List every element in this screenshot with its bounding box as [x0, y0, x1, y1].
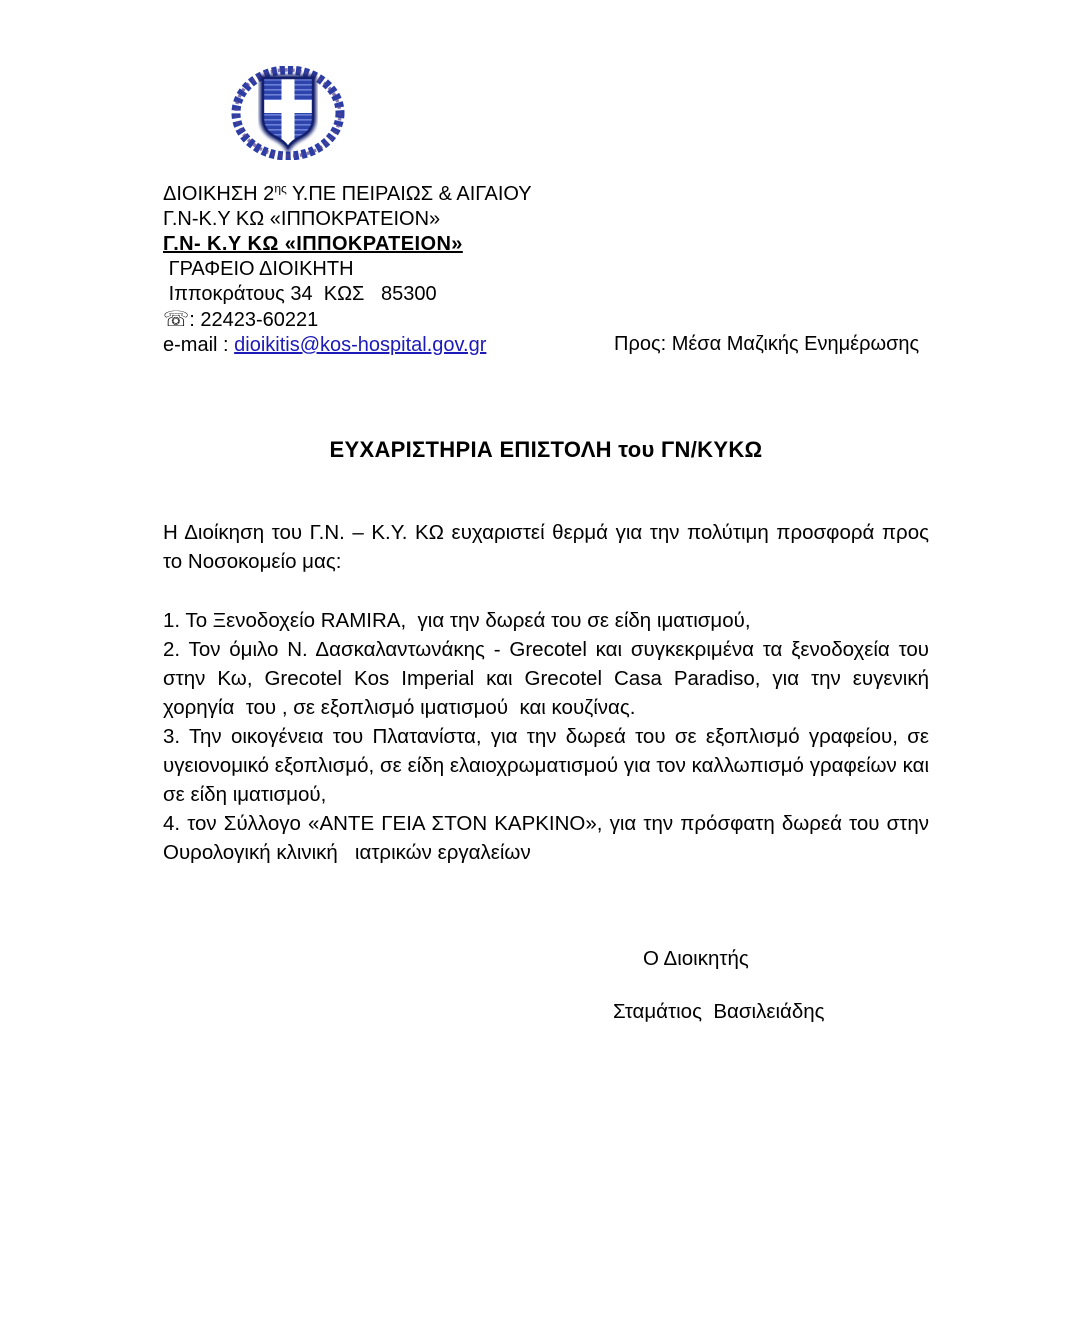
phone-line	[163, 307, 723, 333]
email-link[interactable]: dioikitis@kos-hospital.gov.gr	[234, 334, 487, 356]
recipient-line: Προς: Μέσα Μαζικής Ενημέρωσης	[614, 333, 920, 355]
donor-list	[163, 606, 929, 867]
list-item-line: χορηγία του , σε εξοπλισμό ιματισμού και κουζίνας.	[163, 696, 636, 719]
list-item-line: Ουρολογική κλινική ιατρικών εργαλείων	[163, 841, 531, 864]
org-line-3: Γ.Ν- Κ.Υ ΚΩ «ΙΠΠΟΚΡΑΤΕΙΟΝ»	[163, 233, 463, 255]
list-item-line: υγειονομικό εξοπλισμό, σε είδη ελαιοχρωματισμού για τον καλλωπισμό γραφείων και	[163, 754, 929, 777]
list-item	[163, 635, 929, 722]
org-line-2: Γ.Ν-Κ.Υ ΚΩ «ΙΠΠΟΚΡΑΤΕΙΟΝ»	[163, 208, 441, 230]
address-line: Ιπποκράτους 34 ΚΩΣ 85300	[163, 283, 437, 305]
signature-name: Σταμάτιος Βασιλειάδης	[613, 1000, 825, 1023]
list-item	[163, 606, 929, 635]
org-line-1-prefix: ΔΙΟΙΚΗΣΗ 2	[163, 183, 275, 205]
list-item-line: 3. Την οικογένεια του Πλατανίστα, για την δωρεά του σε εξοπλισμό γραφείου, σε	[163, 725, 929, 748]
list-item-line: 2. Τον όμιλο Ν. Δασκαλαντωνάκης - Grecotel και συγκεκριμένα τα ξενοδοχεία του	[163, 638, 929, 661]
intro-line: Η Διοίκηση του Γ.Ν. – Κ.Υ. ΚΩ ευχαριστεί θερμά για την πολύτιμη προσφορά προς	[163, 521, 929, 544]
intro-line: το Νοσοκομείο μας:	[163, 550, 342, 573]
telephone-icon: ☏	[163, 307, 190, 331]
signature-role: Ο Διοικητής	[643, 947, 749, 970]
list-item-line: στην Κω, Grecotel Kos Imperial και Grecotel Casa Paradiso, για την ευγενική	[163, 667, 929, 690]
office-line: ΓΡΑΦΕΙΟ ΔΙΟΙΚΗΤΗ	[163, 258, 354, 280]
phone-number: : 22423-60221	[189, 309, 319, 331]
list-item	[163, 722, 929, 809]
greek-national-emblem-icon	[231, 66, 345, 160]
letterhead	[163, 182, 723, 358]
org-line-1	[163, 182, 723, 207]
email-label: e-mail :	[163, 334, 235, 356]
letter-title: ΕΥΧΑΡΙΣΤΗΡΙΑ ΕΠΙΣΤΟΛΗ του ΓΝ/ΚΥΚΩ	[329, 437, 763, 462]
org-line-1-suffix: Υ.ΠΕ ΠΕΙΡΑΙΩΣ & ΑΙΓΑΙΟΥ	[286, 183, 532, 205]
list-item-line: σε είδη ιματισμού,	[163, 783, 327, 806]
org-line-1-superscript: ης	[274, 181, 287, 196]
list-item-line: 4. τον Σύλλογο «ΑΝΤΕ ΓΕΙΑ ΣΤΟΝ ΚΑΡΚΙΝΟ», για την πρόσφατη δωρεά του στην	[163, 812, 929, 835]
list-item-line: 1. Το Ξενοδοχείο RAMIRA, για την δωρεά του σε είδη ιματισμού,	[163, 609, 751, 632]
list-item	[163, 809, 929, 867]
intro-paragraph	[163, 518, 929, 576]
